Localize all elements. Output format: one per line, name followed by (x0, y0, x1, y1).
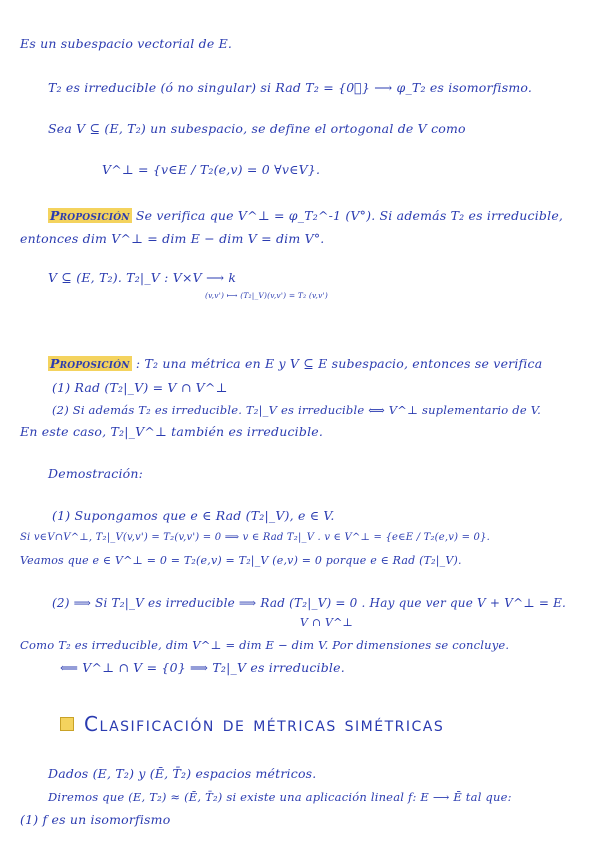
text-line: Dados (E, T₂) y (Ē, T̄₂) espacios métricos. (48, 766, 317, 781)
text-line: (1) Supongamos que e ∈ Rad (T₂|_V), e ∈ V. (52, 508, 335, 523)
text-line: Veamos que e ∈ V^⊥ = 0 = T₂(e,v) = T₂|_V (e,v) = 0 porque e ∈ Rad (T₂|_V). (20, 554, 462, 567)
proposition-label: Proposición (50, 356, 130, 371)
yellow-square-icon (60, 717, 74, 731)
text-line: Si v∈V∩V^⊥, T₂|_V(v,v') = T₂(v,v') = 0 ⟹ v ∈ Rad T₂|_V . v ∈ V^⊥ = {e∈E / T₂(e,v) = 0}. (20, 532, 491, 543)
proposition-text: : T₂ una métrica en E y V ⊆ E subespacio, entonces se verifica (135, 356, 543, 371)
text-line: (2) ⟹ Si T₂|_V es irreducible ⟹ Rad (T₂|_V) = 0 . Hay que ver que V + V^⊥ = E. (52, 596, 567, 610)
text-line: ⟸ V^⊥ ∩ V = {0} ⟹ T₂|_V es irreducible. (60, 660, 345, 675)
text-line: V^⊥ = {v∈E / T₂(e,v) = 0 ∀v∈V}. (102, 162, 321, 177)
text-line: Demostración: (48, 466, 144, 481)
text-line: Como T₂ es irreducible, dim V^⊥ = dim E − dim V. Por dimensiones se concluye. (20, 638, 510, 652)
text-line: Es un subespacio vectorial de E. (20, 36, 233, 51)
text-line: (2) Si además T₂ es irreducible. T₂|_V es irreducible ⟺ V^⊥ suplementario de V. (52, 403, 542, 417)
text-line: V ∩ V^⊥ (300, 616, 354, 629)
text-line: entonces dim V^⊥ = dim E − dim V = dim V°. (20, 231, 325, 246)
text-line: En este caso, T₂|_V^⊥ también es irreducible. (20, 424, 324, 439)
proposition-text: Se verifica que V^⊥ = φ_T₂^-1 (V°). Si además T₂ es irreducible, (135, 208, 564, 223)
text-line: T₂ es irreducible (ó no singular) si Rad T₂ = {0⃗} ⟶ φ_T₂ es isomorfismo. (48, 80, 533, 95)
text-line: Diremos que (E, T₂) ≈ (Ē, T̄₂) si existe una aplicación lineal f: E ⟶ Ē tal que: (48, 790, 512, 804)
text-line: Sea V ⊆ (E, T₂) un subespacio, se define el ortogonal de V como (48, 121, 466, 136)
section-heading (60, 712, 444, 736)
text-line: (v,v') ⟼ (T₂|_V)(v,v') = T₂ (v,v') (205, 291, 328, 300)
text-line: (1) Rad (T₂|_V) = V ∩ V^⊥ (52, 380, 228, 395)
section-title: Clasificación de métricas simétricas (84, 712, 445, 736)
text-line (48, 356, 542, 371)
text-line (48, 208, 563, 223)
proposition-label: Proposición (50, 208, 130, 223)
text-line: (1) f es un isomorfismo (20, 812, 171, 827)
text-line: V ⊆ (E, T₂). T₂|_V : V×V ⟶ k (48, 270, 237, 285)
